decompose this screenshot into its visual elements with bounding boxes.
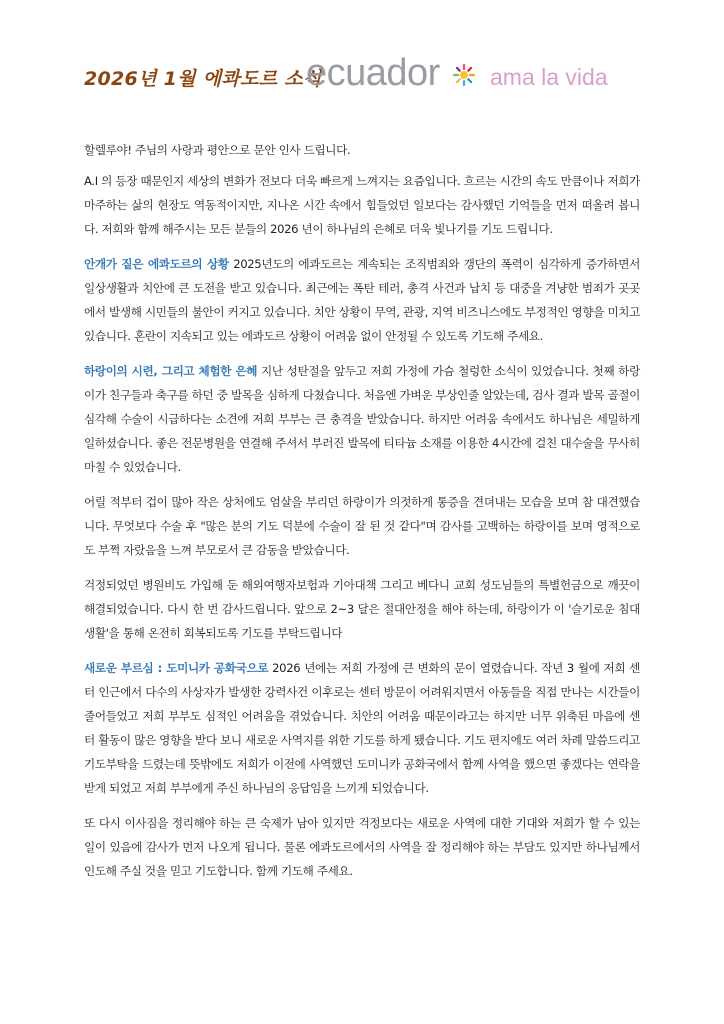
greeting-paragraph: 할렐루야! 주님의 사랑과 평안으로 문안 인사 드립니다.	[84, 143, 351, 157]
courage-paragraph: 어릴 적부터 겁이 많아 작은 상처에도 엄살을 부리던 하랑이가 의젓하게 통증을 견뎌내는 모습을 보며 참 대견했습니다. 무엇보다 수술 후 "많은 분의 기도 덕분에 수술이 잘 된 것 같다"며 감사를 고백하는 하랑이를 보며 영적으로도 부쩍 자랐음을 느껴 부모로서 큰 감동을 받았습니다.	[84, 495, 640, 557]
sun-icon	[453, 64, 475, 86]
section-text: 2026 년에는 저희 가정에 큰 변화의 문이 열렸습니다. 작년 3 월에 저희 센터 인근에서 다수의 사상자가 발생한 강력사건 이후로는 센터 방문이 어려워지면서 아동들을 직접 만나는 시간들이 줄어들었고 저희 부부도 심적인 어려움을 겪었습니다. 치안의 어려움 때문이라고는 하지만 너무 위축된 마음에 센터 활동이 많은 영향을 받다 보니 새로운 사역지를 위한 기도를 하게 됐습니다. 기도 편지에도 여러 차례 말씀드리고 기도부탁을 드렸는데 뜻밖에도 저희가 이전에 사역했던 도미니카 공화국에서 함께 사역을 했으면 좋겠다는 연락을 받게 되었고 저희 부부에게 주신 하나님의 응답임을 느끼게 되었습니다.	[84, 661, 640, 795]
newsletter-header	[84, 52, 644, 98]
newsletter-title: 2026년 1월 에콰도르 소식	[84, 68, 322, 90]
section-heading: 새로운 부르심 : 도미니카 공화국으로	[84, 661, 269, 675]
ecuador-logo	[306, 52, 636, 98]
letter-body	[84, 138, 640, 894]
section-text: 2025년도의 에콰도르는 계속되는 조직범죄와 갱단의 폭력이 심각하게 증가하면서 일상생활과 치안에 큰 도전을 받고 있습니다. 최근에는 폭탄 테러, 총격 사건과 납치 등 대중을 겨냥한 범죄가 곳곳에서 발생해 시민들의 불안이 커지고 있습니다. 치안 상황이 무역, 관광, 지역 비즈니스에도 부정적인 영향을 미치고 있습니다. 혼란이 지속되고 있는 에콰도르 상황이 어려움 없이 안정될 수 있도록 기도해 주세요.	[84, 257, 640, 343]
section-ecuador-situation	[84, 252, 640, 348]
section-heading: 하랑이의 시련, 그리고 체험한 은혜	[84, 364, 258, 378]
section-harang-trial	[84, 359, 640, 479]
section-heading: 안개가 짙은 에콰도르의 상황	[84, 257, 229, 271]
closing-paragraph: 또 다시 이사짐을 정리해야 하는 큰 숙제가 남아 있지만 걱정보다는 새로운 사역에 대한 기대와 저희가 할 수 있는 일이 있음에 감사가 먼저 나오게 됩니다. 물론 에콰도르에서의 사역을 잘 정리해야 하는 부담도 있지만 하나님께서 인도해 주실 것을 믿고 기도합니다. 함께 기도해 주세요.	[84, 816, 640, 878]
section-text: 지난 성탄절을 앞두고 저희 가정에 가슴 철렁한 소식이 있었습니다. 첫째 하랑이가 친구들과 축구를 하던 중 발목을 심하게 다쳤습니다. 처음엔 가벼운 부상인줄 알았는데, 검사 결과 발목 골절이 심각해 수술이 시급하다는 소견에 저희 부부는 큰 충격을 받았습니다. 하지만 어려움 속에서도 하나님은 세밀하게 일하셨습니다. 좋은 전문병원을 연결해 주셔서 부러진 발목에 티타늄 소재를 이용한 4시간에 걸친 대수술을 무사히 마칠 수 있었습니다.	[84, 364, 640, 474]
logo-main-text: ecuador	[306, 52, 440, 94]
logo-tagline: ama la vida	[490, 64, 608, 90]
insurance-paragraph: 걱정되었던 병원비도 가입해 둔 해외여행자보험과 기아대책 그리고 베다니 교회 성도님들의 특별헌금으로 깨끗이 해결되었습니다. 다시 한 번 감사드립니다. 앞으로 2~3 달은 절대안정을 해야 하는데, 하랑이가 이 '슬기로운 침대 생활'을 통해 온전히 회복되도록 기도를 부탁드립니다	[84, 578, 640, 640]
intro-paragraph: A.I 의 등장 때문인지 세상의 변화가 전보다 더욱 빠르게 느껴지는 요즘입니다. 흐르는 시간의 속도 만큼이나 저희가 마주하는 삶의 현장도 역동적이지만, 지나온 시간 속에서 힘들었던 일보다는 감사했던 기억들을 먼저 떠올려 봅니다. 저희와 함께 해주시는 모든 분들의 2026 년이 하나님의 은혜로 더욱 빛나기를 기도 드립니다.	[84, 174, 640, 236]
section-new-calling	[84, 656, 640, 800]
